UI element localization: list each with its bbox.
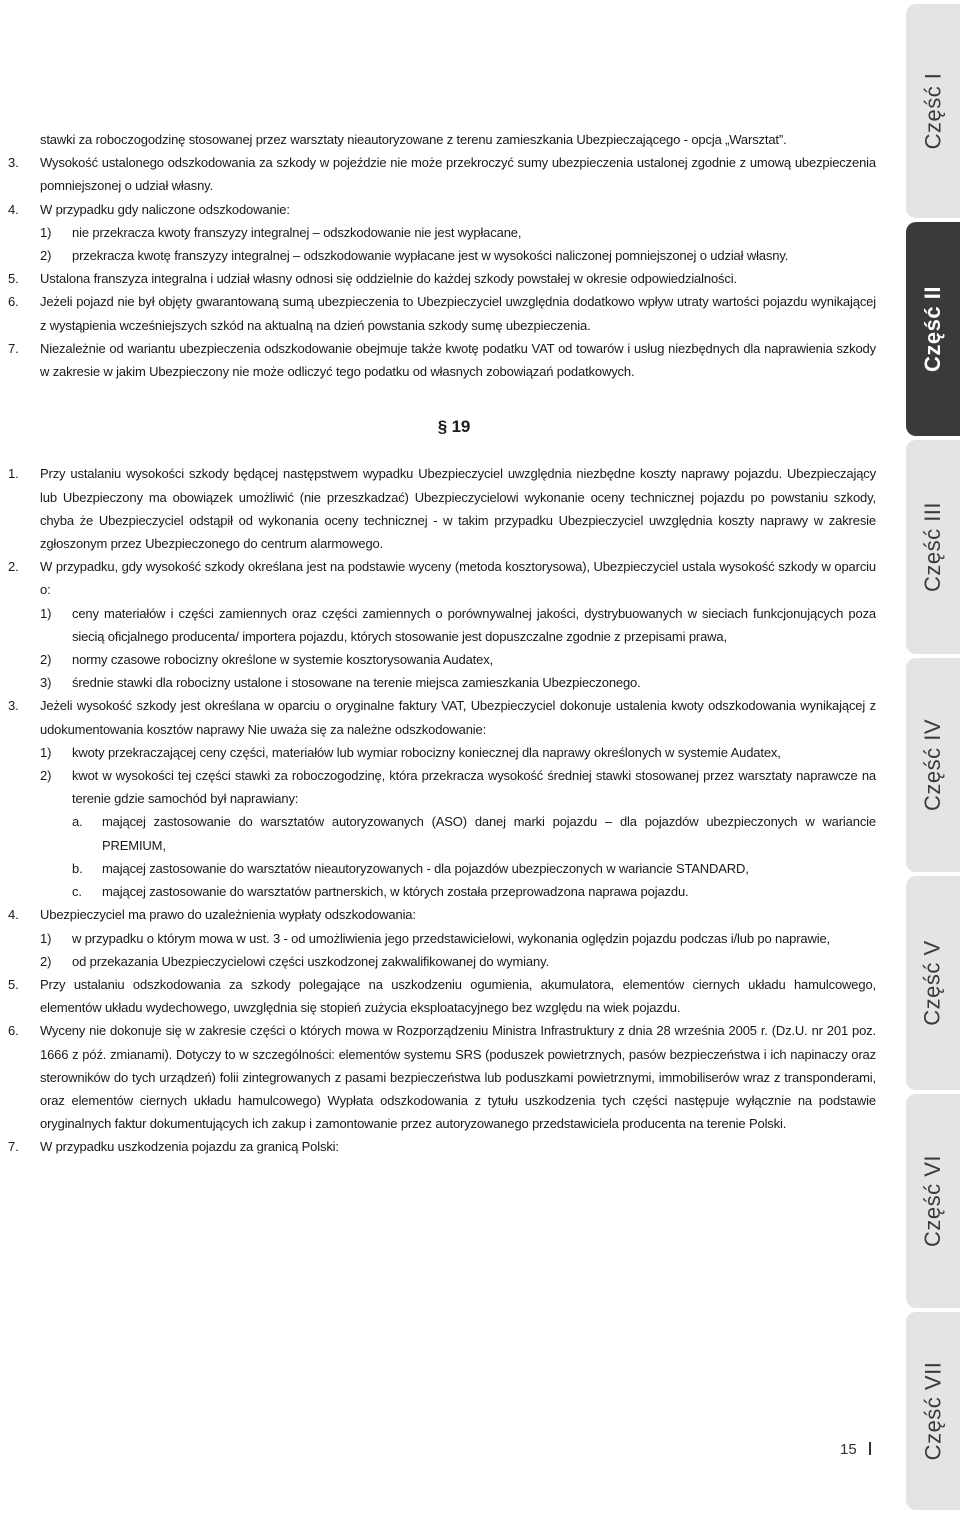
list-item <box>8 290 876 336</box>
sub-item-text: nie przekracza kwoty franszyzy integralnej – odszkodowanie nie jest wypłacane, <box>72 224 522 240</box>
tab-czesc-2[interactable] <box>906 222 960 436</box>
item-number: 4. <box>8 907 19 923</box>
tab-czesc-7[interactable] <box>906 1312 960 1510</box>
paragraph-continuation: stawki za roboczogodzinę stosowanej przez warsztaty nieautoryzowane z terenu zamieszkania Ubezpieczającego - opcja „Warsztat”. <box>40 132 787 147</box>
item-number: 1. <box>8 466 19 482</box>
list-item <box>8 337 876 383</box>
tab-label: Część IV <box>920 718 945 812</box>
letter-item-marker: b. <box>72 860 83 876</box>
sub-item <box>8 764 876 810</box>
item-text: Przy ustalaniu odszkodowania za szkody polegające na uszkodzeniu ogumienia, akumulatora, elementów ciernych układu hamulcowego, elementów układu wydechowego, uwzględnia się stopień zużycia eksploatacyjnego bez względu na wiek pojazdu. <box>40 976 876 1016</box>
tab-label: Część III <box>920 501 946 593</box>
sub-item <box>8 648 876 671</box>
sub-item-number: 2) <box>40 652 52 668</box>
item-number: 3. <box>8 155 19 171</box>
item-number: 6. <box>8 1023 19 1039</box>
list-item <box>8 1019 876 1135</box>
list-item <box>8 198 876 221</box>
tab-label: Część I <box>920 72 946 150</box>
list-item <box>8 555 876 601</box>
sub-item <box>8 221 876 244</box>
sub-item-text: kwoty przekraczającej ceny części, materiałów lub wymiar robocizny koniecznej dla naprawy określonych w systemie Audatex, <box>72 744 781 760</box>
sub-item <box>8 244 876 267</box>
letter-item-marker: a. <box>72 814 83 830</box>
item-text: Jeżeli pojazd nie był objęty gwarantowaną sumą ubezpieczenia to Ubezpieczyciel uwzględnia dodatkowo wpływ utraty wartości pojazdu wynikającej z wystąpienia wcześniejszych szkód na aktualną na dzień powstania szkody sumę ubezpieczenia. <box>40 294 876 333</box>
item-number: 7. <box>8 1139 19 1155</box>
sub-item-number: 2) <box>40 953 52 969</box>
sub-item <box>8 927 876 950</box>
page-number <box>840 1441 871 1458</box>
letter-item-marker: c. <box>72 884 82 900</box>
sub-item-number: 2) <box>40 768 52 784</box>
item-number: 5. <box>8 271 19 287</box>
sub-item-text: kwot w wysokości tej części stawki za roboczogodzinę, która przekracza wysokość średniej stawki stosowanej przez warsztaty naprawcze na terenie gdzie samochód był naprawiany: <box>72 768 876 807</box>
tab-label: Część VI <box>920 1154 945 1248</box>
tab-czesc-3[interactable] <box>906 440 960 654</box>
sub-item-text: w przypadku o którym mowa w ust. 3 - od umożliwienia jego przedstawicielowi, wykonania oględzin pojazdu podczas i/lub po naprawie, <box>72 930 831 946</box>
list-item <box>8 1135 876 1158</box>
sub-item-number: 1) <box>40 224 52 240</box>
sub-item <box>8 741 876 764</box>
item-text: W przypadku gdy naliczone odszkodowanie: <box>40 201 290 217</box>
letter-item-text: mającej zastosowanie do warsztatów nieautoryzowanych - dla pojazdów ubezpieczonych w wariancie STANDARD, <box>102 860 749 876</box>
letter-item-text: mającej zastosowanie do warsztatów autoryzowanych (ASO) danej marki pojazdu – dla pojazdów ubezpieczonych w wariancie PREMIUM, <box>102 814 876 853</box>
list-item <box>8 694 876 740</box>
item-number: 4. <box>8 201 19 217</box>
sub-item-number: 3) <box>40 675 52 691</box>
sub-item <box>8 602 876 648</box>
item-text: Ubezpieczyciel ma prawo do uzależnienia wypłaty odszkodowania: <box>40 907 416 923</box>
item-text: Wysokość ustalonego odszkodowania za szkody w pojeździe nie może przekroczyć sumy ubezpieczenia ustalonej zgodnie z umową ubezpieczenia pomniejszonej o udział własny. <box>40 155 876 194</box>
item-number: 2. <box>8 559 19 575</box>
document-body <box>8 128 876 1159</box>
tab-czesc-6[interactable] <box>906 1094 960 1308</box>
item-text: Przy ustalaniu wysokości szkody będącej następstwem wypadku Ubezpieczyciel uwzględnia niezbędne koszty naprawy pojazdu. Ubezpieczający lub Ubezpieczony ma obowiązek umożliwić (nie przeszkadzać) Ubezpieczycielowi wykonanie oceny technicznej pojazdu po powstaniu szkody, chyba że Ubezpieczyciel odstąpił od wykonania oceny technicznej - w takim przypadku Ubezpieczyciel uwzględnia koszty naprawy w zakresie zgłoszonym przez Ubezpieczonego do centrum alarmowego. <box>40 466 876 552</box>
list-item <box>8 462 876 555</box>
letter-item-text: mającej zastosowanie do warsztatów partnerskich, w których została przeprowadzona naprawa pojazdu. <box>102 884 689 900</box>
tab-czesc-4[interactable] <box>906 658 960 872</box>
list-item <box>8 151 876 197</box>
item-text: W przypadku uszkodzenia pojazdu za granicą Polski: <box>40 1139 339 1155</box>
letter-item <box>8 810 876 856</box>
tab-czesc-1[interactable] <box>906 4 960 218</box>
item-text: Ustalona franszyza integralna i udział własny odnosi się oddzielnie do każdej szkody powstałej w okresie odpowiedzialności. <box>40 271 737 287</box>
sub-item-number: 1) <box>40 744 52 760</box>
item-number: 5. <box>8 976 19 992</box>
sub-item-text: normy czasowe robocizny określone w systemie kosztorysowania Audatex, <box>72 652 494 668</box>
letter-item <box>8 880 876 903</box>
item-text: W przypadku, gdy wysokość szkody określana jest na podstawie wyceny (metoda kosztorysowa), Ubezpieczyciel ustala wysokość szkody w oparciu o: <box>40 559 876 598</box>
list-item <box>8 903 876 926</box>
sub-item-text: przekracza kwotę franszyzy integralnej – odszkodowanie wypłacane jest w wysokości naliczonej pomniejszonej o udział własny. <box>72 248 789 264</box>
sub-item-number: 2) <box>40 248 52 264</box>
list-item <box>8 973 876 1019</box>
page-number-bar <box>869 1442 871 1455</box>
sub-item-text: ceny materiałów i części zamiennych oraz części zamiennych o porównywalnej jakości, dystrybuowanych w sieciach funkcjonujących poza siecią oficjalnego producenta/ importera pojazdu, których stosowanie jest dopuszczalne zgodnie z przepisami prawa, <box>72 605 876 644</box>
item-text: Wyceny nie dokonuje się w zakresie części o których mowa w Rozporządzeniu Ministra Infrastruktury z dnia 28 września 2005 r. (Dz.U. nr 201 poz. 1666 z póź. zmianami). Dotyczy to w szczególności: elementów systemu SRS (poduszek powietrznych, pasów bezpieczeństwa i ich napinaczy oraz sterowników do tych urządzeń) folii zintegrowanych z pasami bezpieczeństwa lub poduszkami powietrznymi, immobiliserów wraz z transponderami, oraz elementów ciernych układu hamulcowego) Wypłata odszkodowania z tytułu uszkodzenia tych części następuje wyłącznie na podstawie oryginalnych faktur dokumentujących ich zakup i zamontowanie przez autoryzowanego przedstawiciela producenta na terenie Polski. <box>40 1023 876 1132</box>
page-number-value: 15 <box>840 1441 857 1458</box>
item-number: 3. <box>8 698 19 714</box>
sub-item <box>8 950 876 973</box>
item-text: Jeżeli wysokość szkody jest określana w oparciu o oryginalne faktury VAT, Ubezpieczyciel dokonuje ustalenia kwoty odszkodowania wynikającej z udokumentowania kosztów naprawy Nie uważa się za należne odszkodowanie: <box>40 698 876 737</box>
tab-label: Część V <box>920 940 946 1026</box>
tab-czesc-5[interactable] <box>906 876 960 1090</box>
sub-item-text: średnie stawki dla robocizny ustalone i stosowane na terenie miejsca zamieszkania Ubezpieczonego. <box>72 675 641 691</box>
item-number: 6. <box>8 294 19 310</box>
tab-label: Część VII <box>920 1361 946 1461</box>
item-text: Niezależnie od wariantu ubezpieczenia odszkodowanie obejmuje także kwotę podatku VAT od towarów i usług niezbędnych dla naprawienia szkody w zakresie w jakim Ubezpieczony nie może odliczyć tego podatku od własnych zobowiązań podatkowych. <box>40 340 876 380</box>
sub-item-number: 1) <box>40 930 52 946</box>
list-item <box>8 267 876 290</box>
section-tabs <box>906 0 960 1516</box>
tab-label: Część II <box>920 286 945 372</box>
letter-item <box>8 857 876 880</box>
item-number: 7. <box>8 340 19 356</box>
section-heading: § 19 <box>437 417 471 437</box>
sub-item-text: od przekazania Ubezpieczycielowi części uszkodzonej zakwalifikowanej do wymiany. <box>72 953 549 969</box>
sub-item <box>8 671 876 694</box>
sub-item-number: 1) <box>40 605 52 621</box>
